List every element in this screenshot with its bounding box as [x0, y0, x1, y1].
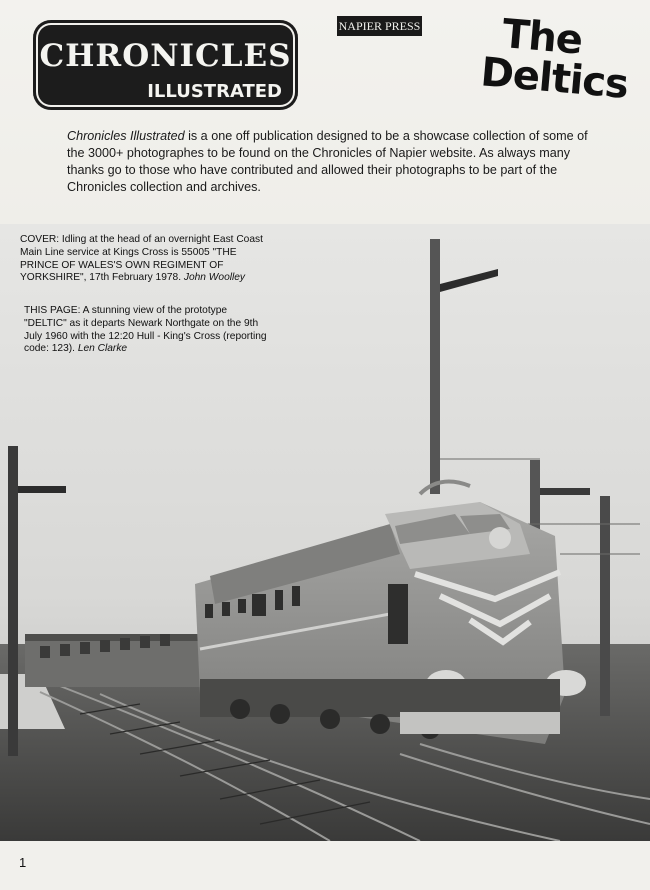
logo-subtitle: ILLUSTRATED	[147, 81, 282, 102]
page-number: 1	[19, 855, 27, 870]
chronicles-logo	[33, 20, 298, 110]
deltics-title-line1: The	[500, 10, 584, 64]
page-caption	[24, 305, 269, 356]
cover-caption-credit: John Woolley	[183, 272, 246, 284]
deltics-title	[474, 10, 630, 114]
intro-text: is a one off publication designed to be a showcase collection of some of the 3000+ photographes to be found on the Chronicles of Napier website. As always many thanks go to those who have contributed and allowed their photographs to be part of the Chronicles collection and archives.	[67, 129, 588, 194]
logo-title: CHRONICLES	[39, 38, 292, 74]
deltics-title-line2: Deltics	[478, 49, 630, 108]
cover-caption-text: COVER: Idling at the head of an overnight East Coast Main Line service at Kings Cross is 55005 "THE PRINCE OF WALES'S OWN REGIMENT OF YORKSHIRE", 17th February 1978.	[20, 234, 263, 284]
page-caption-text: THIS PAGE: A stunning view of the prototype "DELTIC" as it departs Newark Northgate on the 9th July 1960 with the 12:20 Hull - King's Cross (reporting code: 123).	[24, 305, 267, 355]
publisher-label: NAPIER PRESS	[337, 16, 422, 36]
intro-paragraph	[67, 128, 607, 196]
intro-publication-title: Chronicles Illustrated	[67, 129, 185, 143]
footer-band	[0, 841, 650, 890]
cover-caption	[20, 234, 265, 285]
page-caption-credit: Len Clarke	[77, 343, 128, 355]
